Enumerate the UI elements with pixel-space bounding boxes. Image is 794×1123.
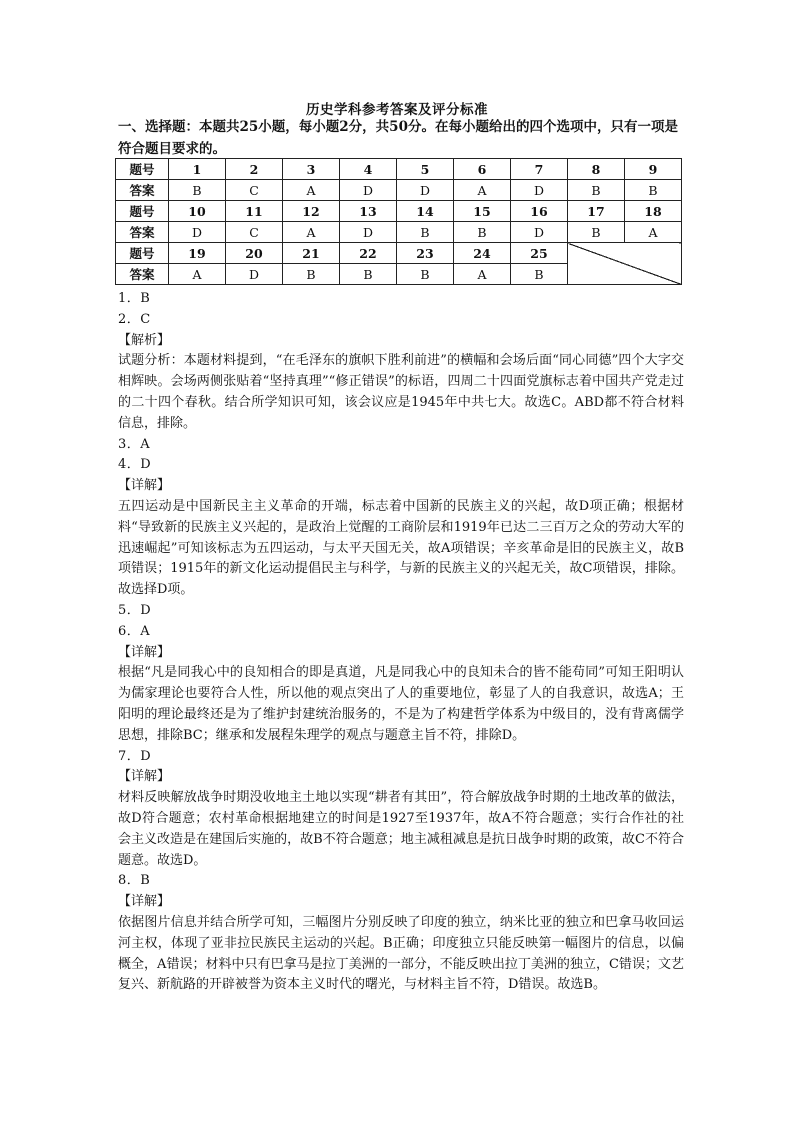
question-number: 14: [397, 201, 454, 222]
table-row: [116, 180, 682, 201]
question-number: 12: [283, 201, 340, 222]
question-number: 6: [454, 159, 511, 180]
answer-label: 7．D: [118, 748, 152, 764]
answer-cell: D: [511, 180, 568, 201]
answer-label: 8．B: [118, 873, 151, 889]
row-header: 题号: [116, 159, 169, 180]
explanation-text: 五四运动是中国新民主主义革命的开端，标志着中国新的民族主义的兴起，故D项正确；根据材料“导致新的民族主义兴起的，是政治上觉醒的工商阶层和1919年已达二三百万之众的劳动大军的迅速崛起”可知该标志为五四运动，与太平天国无关，故A项错误；辛亥革命是旧的民族主义，故B项错误；1915年的新文化运动提倡民主与科学，与新的民族主义的兴起无关，故C项错误，排除。故选择D项。: [118, 498, 684, 598]
answer-cell: A: [454, 180, 511, 201]
question-number: 17: [568, 201, 625, 222]
explanation-tag: 【解析】: [118, 332, 171, 348]
answer-cell: D: [397, 180, 454, 201]
row-header: 答案: [116, 180, 169, 201]
question-number: 7: [511, 159, 568, 180]
question-number: 4: [340, 159, 397, 180]
question-number: 1: [169, 159, 226, 180]
answer-cell: D: [340, 222, 397, 243]
answer-cell: B: [568, 222, 625, 243]
section-intro: 一、选择题：本题共25小题，每小题2分，共50分。在每小题给出的四个选项中，只有一项是符合题目要求的。: [118, 119, 678, 157]
question-number: 11: [226, 201, 283, 222]
table-row: [116, 159, 682, 180]
question-number: 10: [169, 201, 226, 222]
row-header: 题号: [116, 243, 169, 264]
question-number: 9: [625, 159, 682, 180]
answer-cell: C: [226, 222, 283, 243]
explanation-tag: 【详解】: [118, 769, 171, 785]
answer-table: [115, 158, 682, 285]
question-number: 2: [226, 159, 283, 180]
question-number: 19: [169, 243, 226, 264]
page-title: 历史学科参考答案及评分标准: [306, 102, 488, 118]
explanation-tag: 【详解】: [118, 478, 171, 494]
explanation-text: 根据“凡是同我心中的良知相合的即是真道，凡是同我心中的良知未合的皆不能苟同”可知王阳明认为儒家理论也要符合人性，所以他的观点突出了人的重要地位，彰显了人的自我意识，故选A；王阳明的理论最终还是为了维护封建统治服务的，不是为了构建哲学体系为中级目的，没有背离儒学思想，排除BC；继承和发展程朱理学的观点与题意主旨不符，排除D。: [118, 665, 684, 743]
question-number: 25: [511, 243, 568, 264]
row-header: 答案: [116, 264, 169, 285]
row-header: 题号: [116, 201, 169, 222]
answer-cell: B: [568, 180, 625, 201]
answer-cell: B: [625, 180, 682, 201]
table-row: [116, 243, 682, 264]
answer-cell: C: [226, 180, 283, 201]
answer-label: 3．A: [118, 436, 151, 452]
answer-explanations: [118, 289, 684, 996]
question-number: 5: [397, 159, 454, 180]
diagonal-empty-cell: [568, 243, 682, 285]
answer-cell: A: [283, 222, 340, 243]
answer-label: 1．B: [118, 291, 151, 306]
answer-cell: B: [454, 222, 511, 243]
row-header: 答案: [116, 222, 169, 243]
question-number: 3: [283, 159, 340, 180]
answer-cell: B: [397, 222, 454, 243]
answer-cell: B: [397, 264, 454, 285]
answer-cell: D: [169, 222, 226, 243]
answer-label: 6．A: [118, 623, 151, 639]
answer-cell: A: [283, 180, 340, 201]
question-number: 18: [625, 201, 682, 222]
answer-label: 2．C: [118, 311, 151, 327]
question-number: 23: [397, 243, 454, 264]
answer-cell: A: [454, 264, 511, 285]
table-row: [116, 222, 682, 243]
explanation-text: 试题分析：本题材料提到，“在毛泽东的旗帜下胜利前进”的横幅和会场后面“同心同德”四个大字交相辉映。会场两侧张贴着“坚持真理”“修正错误”的标语，四周二十四面党旗标志着中国共产党走过的二十四个春秋。结合所学知识可知，该会议应是1945年中共七大。故选C。ABD都不符合材料信息，排除。: [118, 353, 684, 431]
answer-cell: D: [511, 222, 568, 243]
question-number: 24: [454, 243, 511, 264]
explanation-text: 依据图片信息并结合所学可知，三幅图片分别反映了印度的独立，纳米比亚的独立和巴拿马收回运河主权，体现了亚非拉民族民主运动的兴起。B正确；印度独立只能反映第一幅图片的信息，以偏概全，A错误；材料中只有巴拿马是拉丁美洲的一部分，不能反映出拉丁美洲的独立，C错误；文艺复兴、新航路的开辟被誉为资本主义时代的曙光，与材料主旨不符，D错误。故选B。: [118, 914, 684, 993]
answer-label: 5．D: [118, 602, 152, 618]
answer-cell: B: [169, 180, 226, 201]
answer-cell: A: [169, 264, 226, 285]
answer-label: 4．D: [118, 457, 152, 473]
explanation-tag: 【详解】: [118, 894, 171, 910]
question-number: 22: [340, 243, 397, 264]
answer-cell: B: [283, 264, 340, 285]
answer-cell: B: [340, 264, 397, 285]
question-number: 13: [340, 201, 397, 222]
explanation-tag: 【详解】: [118, 644, 171, 660]
answer-cell: D: [226, 264, 283, 285]
answer-cell: D: [340, 180, 397, 201]
explanation-text: 材料反映解放战争时期没收地主土地以实现“耕者有其田”，符合解放战争时期的土地改革的做法，故D符合题意；农村革命根据地建立的时间是1927至1937年，故A不符合题意；实行合作社的社会主义改造是在建国后实施的，故B不符合题意；地主减租减息是抗日战争时期的政策，故C不符合题意。故选D。: [118, 790, 684, 868]
question-number: 20: [226, 243, 283, 264]
table-row: [116, 201, 682, 222]
question-number: 16: [511, 201, 568, 222]
answer-cell: A: [625, 222, 682, 243]
question-number: 15: [454, 201, 511, 222]
question-number: 21: [283, 243, 340, 264]
question-number: 8: [568, 159, 625, 180]
answer-cell: B: [511, 264, 568, 285]
